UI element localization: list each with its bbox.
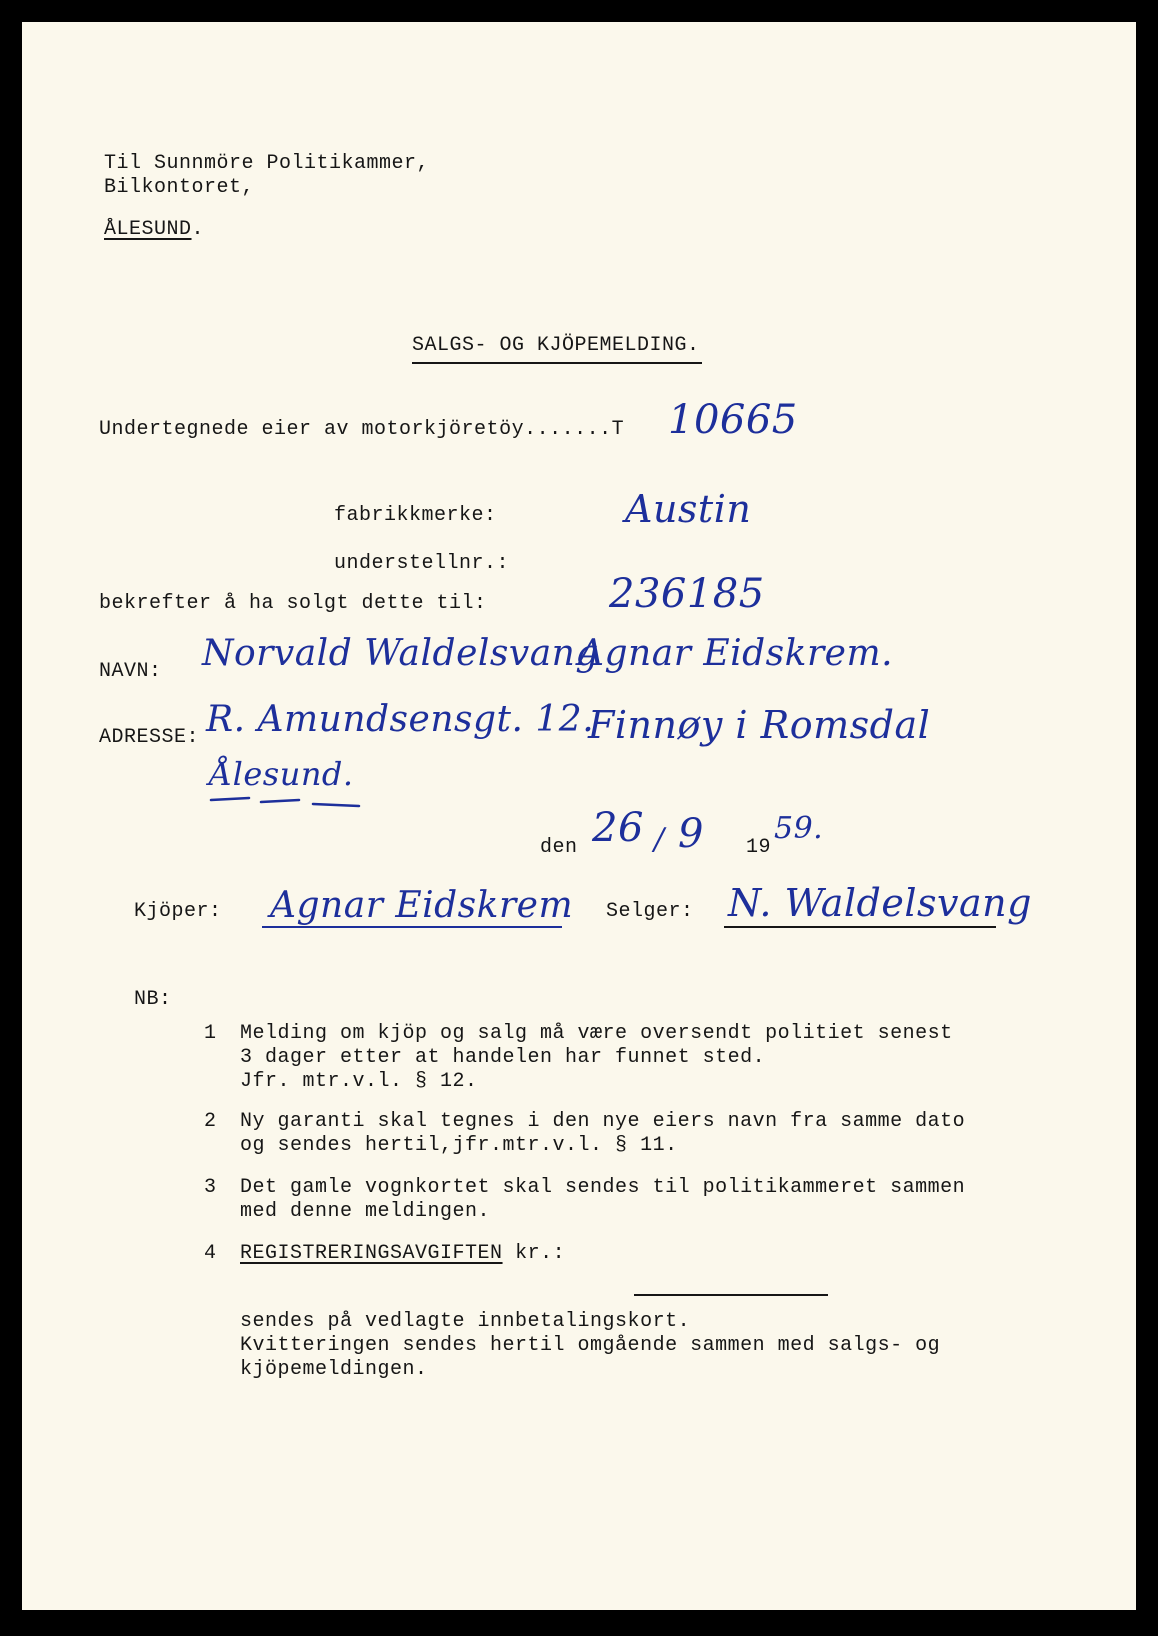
adresse-label: ADRESSE: [99,726,200,749]
date-year-suffix: 59. [774,811,824,846]
understellnr-value: 236185 [609,571,765,617]
registration-number-value: 10665 [668,397,798,443]
sold-to-label: bekrefter å ha solgt dette til: [99,592,487,615]
understellnr-label: understellnr.: [334,552,510,575]
recipient-line-1: Til Sunnmöre Politikammer, [104,152,430,175]
date-day: 26 [592,805,644,851]
fabrikkmerke-label: fabrikkmerke: [334,504,497,527]
nb-item-4-heading-row [240,1242,565,1266]
selger-signature: N. Waldelsvang [728,881,1032,925]
adresse-buyer-value: Finnøy i Romsdal [588,703,931,747]
nb-item-2-number: 2 [204,1110,217,1133]
nb-item-3-number: 3 [204,1176,217,1199]
closing-line-1: sendes på vedlagte innbetalingskort. [240,1310,691,1333]
date-slash: / [654,822,665,857]
registration-fee-blank-line [634,1294,828,1296]
date-year-prefix: 19 [746,836,772,859]
recipient-city-text: ÅLESUND [104,218,192,241]
nb-label: NB: [134,988,172,1011]
fabrikkmerke-value: Austin [625,487,752,531]
title-underline [412,362,702,364]
document-page [22,22,1136,1610]
nb-item-4-number: 4 [204,1242,217,1265]
date-month: 9 [678,811,704,857]
navn-label: NAVN: [99,660,162,683]
kjoper-signature-line [262,926,562,928]
adresse-seller-value: R. Amundsensgt. 12. [206,699,595,740]
closing-line-2: Kvitteringen sendes hertil omgående sammen med salgs- og [240,1334,941,1357]
nb-item-4-suffix: kr.: [515,1242,566,1265]
recipient-line-2: Bilkontoret, [104,176,255,199]
closing-line-3: kjöpemeldingen. [240,1358,428,1381]
date-prefix: den [540,836,578,859]
kjoper-label: Kjöper: [134,900,222,923]
adresse-seller-city: Ålesund. [209,755,354,793]
nb-item-1-line-3: Jfr. mtr.v.l. § 12. [240,1070,478,1093]
selger-label: Selger: [606,900,694,923]
kjoper-signature: Agnar Eidskrem [270,885,574,926]
document-title: SALGS- OG KJÖPEMELDING. [412,334,700,357]
navn-buyer-value: Agnar Eidskrem. [578,633,894,674]
nb-item-1-line-1: Melding om kjöp og salg må være oversendt politiet senest [240,1022,953,1045]
nb-item-4-heading: REGISTRERINGSAVGIFTEN [240,1242,503,1265]
nb-item-2-line-1: Ny garanti skal tegnes i den nye eiers navn fra samme dato [240,1110,966,1133]
nb-item-3-line-2: med denne meldingen. [240,1200,491,1223]
owner-line-label: Undertegnede eier av motorkjöretöy.......T [99,418,625,441]
selger-signature-line [724,926,996,928]
navn-seller-value: Norvald Waldelsvang [202,633,599,674]
nb-item-1-number: 1 [204,1022,217,1045]
recipient-city: ÅLESUND. [104,218,205,241]
nb-item-1-line-2: 3 dager etter at handelen har funnet sted. [240,1046,766,1069]
address-scribble-underline [209,792,369,816]
nb-item-3-line-1: Det gamle vognkortet skal sendes til politikammeret sammen [240,1176,966,1199]
nb-item-2-line-2: og sendes hertil,jfr.mtr.v.l. § 11. [240,1134,678,1157]
